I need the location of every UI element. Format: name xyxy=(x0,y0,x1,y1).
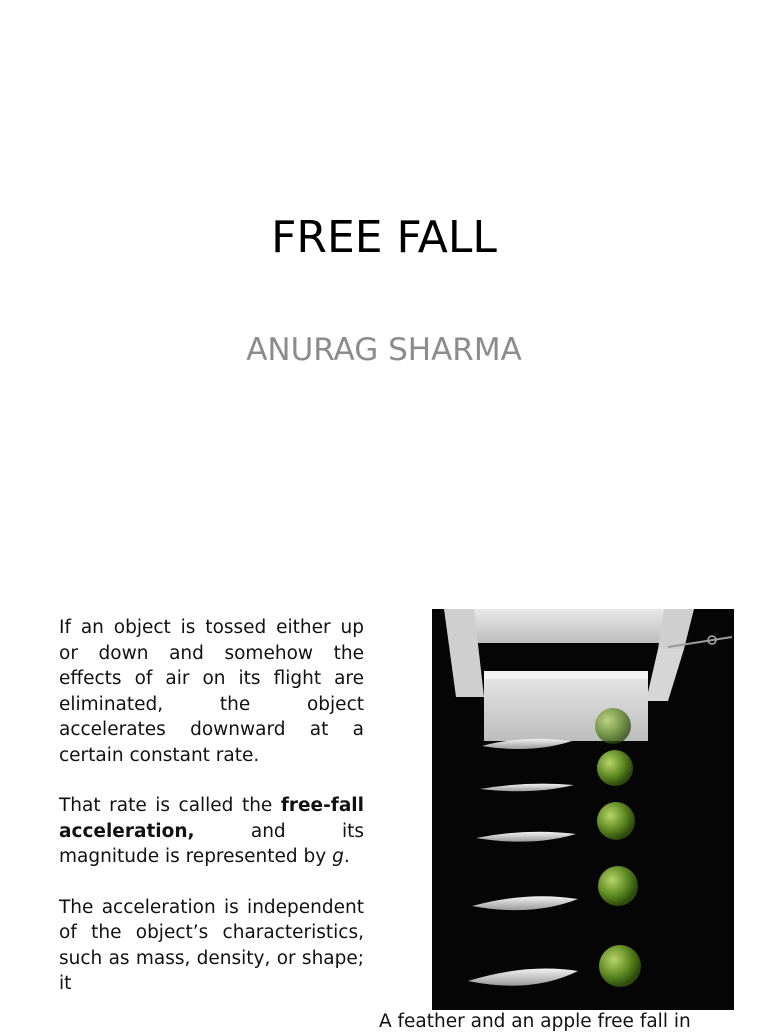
text-middle: and its magnitude is represented by xyxy=(59,820,364,867)
apples xyxy=(595,708,641,987)
slide-title: FREE FALL xyxy=(271,212,497,263)
feather-apple-photo xyxy=(432,609,734,1010)
symbol-g: g xyxy=(332,846,344,867)
release-apparatus xyxy=(444,609,732,741)
paragraph-definition: If an object is tossed either up or down and somehow the effects of air on its flight are eliminated, the object accelerates downward at a certain constant rate. xyxy=(59,617,364,766)
body-text xyxy=(59,615,364,1022)
text-prefix: That rate is called the xyxy=(59,795,281,816)
paragraph-independence: The acceleration is independent of the object’s characteristics, such as mass, density, or shape; it xyxy=(59,896,364,994)
paragraph-free-fall-acceleration xyxy=(59,793,364,870)
feather-apple-illustration xyxy=(432,609,734,1010)
feathers xyxy=(468,739,578,986)
slide-subtitle: ANURAG SHARMA xyxy=(246,332,522,368)
figure-caption: A feather and an apple free fall in xyxy=(379,1011,691,1032)
bold-term: free-fall acceleration, xyxy=(59,795,364,842)
text-suffix: . xyxy=(343,846,350,867)
